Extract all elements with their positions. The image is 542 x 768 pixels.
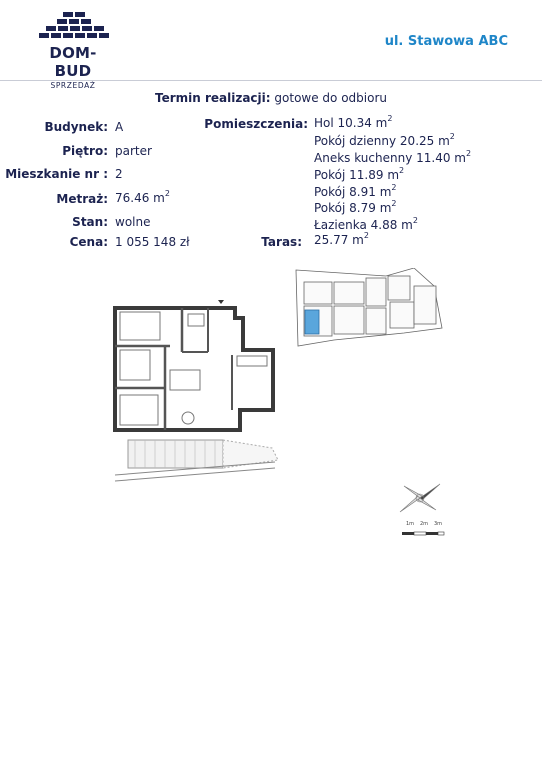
room-item-exponent: 2 <box>387 114 393 123</box>
scale-bar <box>398 518 448 546</box>
floor-label: Piętro: <box>62 144 108 158</box>
compass-icon <box>396 480 446 516</box>
building-label: Budynek: <box>44 120 108 134</box>
room-item <box>314 167 404 182</box>
completion-term <box>0 91 542 105</box>
scale-label: 3m <box>434 521 443 527</box>
area-unit-exponent: 2 <box>164 189 170 198</box>
room-item-exponent: 2 <box>449 132 455 141</box>
room-item <box>314 115 392 130</box>
logo-subtitle: SPRZEDAŻ <box>50 81 96 90</box>
status-value: wolne <box>115 215 151 229</box>
apartment-number-value: 2 <box>115 167 123 181</box>
floor-value: parter <box>115 144 152 158</box>
room-item-exponent: 2 <box>391 183 397 192</box>
completion-term-label: Termin realizacji: <box>154 91 271 105</box>
room-item-text: Hol 10.34 m <box>314 116 388 130</box>
area-label: Metraż: <box>56 192 108 206</box>
street-address: ul. Stawowa ABC <box>384 34 508 49</box>
floor-plan <box>110 300 282 486</box>
status-label: Stan: <box>72 215 108 229</box>
rooms-label: Pomieszczenia: <box>204 117 308 131</box>
room-item-text: Pokój 8.79 m <box>314 201 392 215</box>
header-divider <box>0 80 542 81</box>
room-item-exponent: 2 <box>412 216 418 225</box>
room-item-text: Pokój 11.89 m <box>314 168 400 182</box>
room-item <box>314 150 471 165</box>
room-item <box>314 133 455 148</box>
price-label: Cena: <box>69 235 108 249</box>
site-plan <box>294 268 444 348</box>
apartment-highlight <box>305 310 319 334</box>
completion-term-value: gotowe do odbioru <box>274 91 387 105</box>
room-item <box>314 217 418 232</box>
room-item-text: Łazienka 4.88 m <box>314 218 413 232</box>
building-value: A <box>115 120 124 134</box>
room-item-text: Pokój 8.91 m <box>314 185 392 199</box>
terrace-unit-exponent: 2 <box>363 231 369 240</box>
header <box>0 0 542 90</box>
area-value <box>115 190 170 205</box>
room-item <box>314 184 396 199</box>
logo[interactable] <box>32 12 114 90</box>
room-item <box>314 200 396 215</box>
room-item-exponent: 2 <box>391 199 397 208</box>
terrace-label: Taras: <box>261 235 302 249</box>
terrace-value <box>314 232 369 247</box>
room-item-text: Pokój dzienny 20.25 m <box>314 134 450 148</box>
room-item-exponent: 2 <box>399 166 405 175</box>
terrace-value-text: 25.77 m <box>314 233 364 247</box>
apartment-number-label: Mieszkanie nr : <box>5 167 108 181</box>
logo-name: DOM-BUD <box>49 44 97 80</box>
logo-bricks-icon <box>33 12 113 44</box>
scale-label: 1m <box>406 521 415 527</box>
area-value-text: 76.46 m <box>115 191 165 205</box>
price-value: 1 055 148 zł <box>115 235 190 249</box>
room-item-exponent: 2 <box>465 149 472 158</box>
room-item-text: Aneks kuchenny 11.40 m <box>314 151 466 165</box>
scale-label: 2m <box>420 521 429 527</box>
